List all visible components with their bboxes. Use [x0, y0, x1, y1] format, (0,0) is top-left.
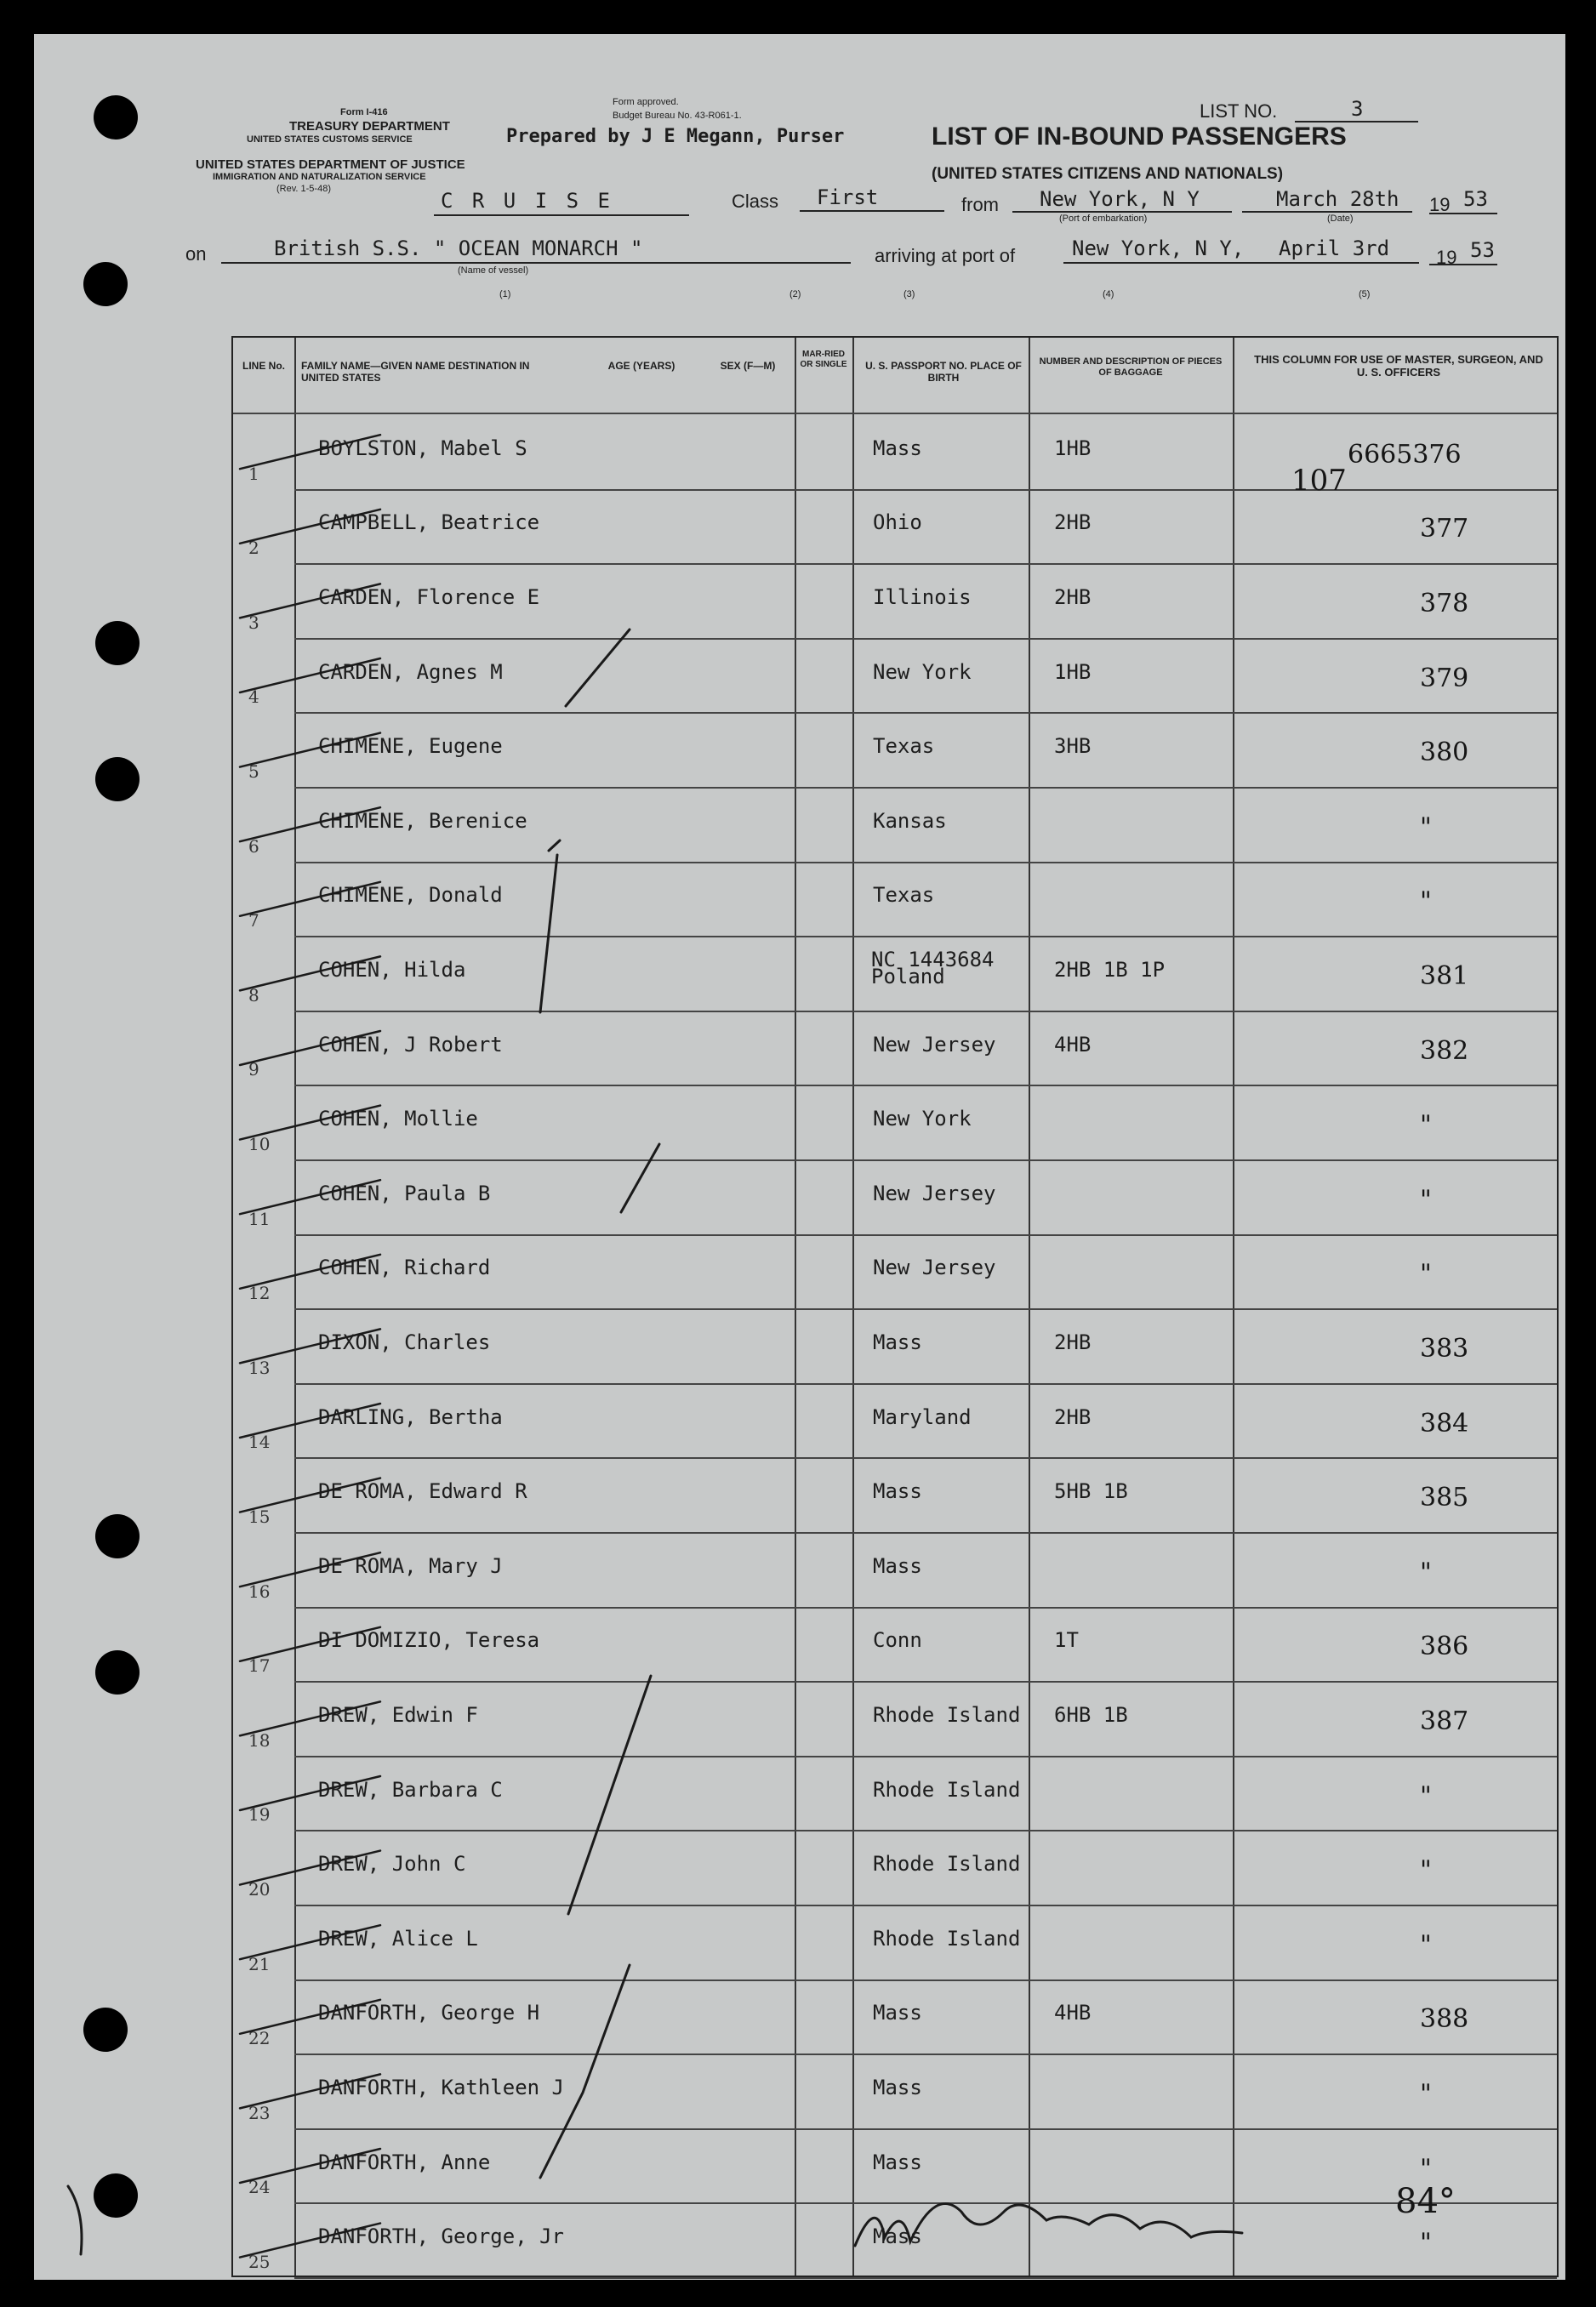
- row-check-mark: [240, 658, 380, 692]
- passenger-name: DANFORTH, Anne: [318, 2150, 491, 2174]
- line-number: 13: [248, 1357, 271, 1378]
- place-of-birth: New York: [873, 659, 972, 684]
- place-of-birth: Mass: [873, 2075, 922, 2099]
- row-check-mark: [240, 1106, 380, 1140]
- place-of-birth: Mass: [873, 436, 922, 460]
- row-check-mark: [240, 1404, 380, 1438]
- row-check-mark: [240, 1552, 380, 1586]
- arrival-year-prefix: 19: [1436, 247, 1457, 268]
- column-number-5: (5): [1359, 289, 1371, 299]
- document-subtitle: (UNITED STATES CITIZENS AND NATIONALS): [932, 165, 1284, 183]
- departure-date: March 28th: [1276, 187, 1399, 211]
- line-number: 22: [248, 2028, 271, 2049]
- passenger-name: CHIMENE, Eugene: [318, 734, 503, 759]
- header-officers: THIS COLUMN FOR USE OF MASTER, SURGEON, AND U. S. OFFICERS: [1254, 353, 1543, 379]
- header-sex: SEX (F—M): [720, 360, 776, 372]
- row-check-mark: [240, 1478, 380, 1512]
- row-check-mark: [240, 1776, 380, 1810]
- passenger-name: DREW, John C: [318, 1852, 466, 1877]
- line-number: 25: [248, 2251, 271, 2272]
- line-number: 12: [248, 1283, 271, 1304]
- baggage: 5HB 1B: [1054, 1479, 1128, 1504]
- from-value: New York, N Y: [1040, 187, 1200, 211]
- immigration-service: IMMIGRATION AND NATURALIZATION SERVICE: [213, 172, 426, 182]
- prepared-by: Prepared by J E Megann, Purser: [506, 126, 845, 147]
- passenger-name: CHIMENE, Donald: [318, 883, 503, 908]
- row-check-mark: [240, 1180, 380, 1214]
- line-number: 9: [248, 1059, 259, 1080]
- column-number-4: (4): [1103, 289, 1114, 299]
- passenger-name: CARDEN, Agnes M: [318, 659, 503, 684]
- row-check-mark: [240, 2224, 380, 2258]
- line-number: 7: [248, 910, 259, 931]
- officer-number: 377: [1420, 514, 1469, 544]
- header-baggage: NUMBER AND DESCRIPTION OF PIECES OF BAGGAGE: [1039, 356, 1223, 378]
- line-number: 5: [248, 760, 259, 782]
- place-of-birth: Texas: [873, 734, 935, 759]
- row-check-mark: [240, 2149, 380, 2183]
- passenger-name: COHEN, J Robert: [318, 1032, 503, 1057]
- line-number: 23: [248, 2102, 271, 2123]
- budget-bureau: Budget Bureau No. 43-R061-1.: [613, 111, 742, 121]
- line-number: 1: [248, 463, 259, 484]
- row-check-mark: [240, 2000, 380, 2034]
- passenger-name: CHIMENE, Berenice: [318, 808, 527, 833]
- place-of-birth: Conn: [873, 1628, 922, 1653]
- passenger-name: CAMPBELL, Beatrice: [318, 510, 540, 535]
- row-check-mark: [240, 584, 380, 618]
- line-number: 14: [248, 1432, 271, 1453]
- baggage: 4HB: [1054, 1032, 1092, 1057]
- line-number: 16: [248, 1581, 271, 1602]
- line-number: 17: [248, 1655, 271, 1677]
- line-number: 15: [248, 1506, 271, 1527]
- passenger-name: DIXON, Charles: [318, 1330, 491, 1354]
- baggage: 2HB: [1054, 584, 1092, 609]
- row-check-mark: [240, 807, 380, 841]
- passenger-name: DARLING, Bertha: [318, 1404, 503, 1429]
- officer-number: 386: [1420, 1632, 1469, 1662]
- officer-number: ": [1420, 1110, 1432, 1141]
- officer-number: 380: [1420, 738, 1469, 768]
- year-suffix: 53: [1463, 187, 1488, 211]
- row-check-mark: [240, 1701, 380, 1735]
- check-stroke: [621, 1144, 659, 1212]
- officer-number: 6665376: [1348, 439, 1462, 470]
- header-line-no: LINE No.: [242, 360, 285, 372]
- vessel-name: British S.S. " OCEAN MONARCH ": [274, 236, 643, 260]
- place-of-birth: Illinois: [873, 584, 972, 609]
- form-revision: (Rev. 1-5-48): [276, 184, 331, 194]
- passenger-name: COHEN, Mollie: [318, 1107, 478, 1131]
- vessel-caption: (Name of vessel): [458, 265, 529, 276]
- passenger-name: DE ROMA, Edward R: [318, 1479, 527, 1504]
- check-stroke: [540, 1965, 630, 2178]
- place-of-birth: Kansas: [873, 808, 947, 833]
- officer-number: ": [1420, 812, 1432, 842]
- baggage: 2HB: [1054, 1330, 1092, 1354]
- officer-number: 381: [1420, 960, 1469, 991]
- customs-service: UNITED STATES CUSTOMS SERVICE: [247, 134, 413, 145]
- column-number-1: (1): [499, 289, 511, 299]
- header-name: FAMILY NAME—GIVEN NAME DESTINATION IN UNITED STATES: [301, 360, 530, 384]
- officer-number: ": [1420, 1855, 1432, 1886]
- passenger-name: CARDEN, Florence E: [318, 584, 540, 609]
- line-number: 4: [248, 686, 259, 708]
- place-of-birth: New Jersey: [873, 1181, 996, 1205]
- officer-number: ": [1420, 2153, 1432, 2184]
- line-number: 20: [248, 1878, 271, 1900]
- row-check-mark: [240, 1851, 380, 1885]
- row-check-mark: [240, 1329, 380, 1363]
- line-number: 3: [248, 612, 259, 633]
- list-no-label: LIST NO.: [1200, 100, 1278, 122]
- on-label: on: [185, 243, 207, 265]
- place-of-birth: Rhode Island: [873, 1777, 1021, 1802]
- class-label: Class: [732, 191, 779, 212]
- department-of-justice: UNITED STATES DEPARTMENT OF JUSTICE: [196, 157, 465, 172]
- baggage: 1HB: [1054, 436, 1092, 460]
- line-number: 8: [248, 984, 259, 1005]
- margin-stroke: [68, 2186, 82, 2254]
- header-age: AGE (YEARS): [607, 360, 675, 372]
- handwritten-107: 107: [1291, 464, 1347, 498]
- pen-marks: [34, 34, 1565, 2280]
- line-number: 2: [248, 538, 259, 559]
- class-value: First: [817, 185, 879, 209]
- row-check-mark: [240, 1255, 380, 1289]
- baggage: 3HB: [1054, 734, 1092, 759]
- arrival-port: New York, N Y,: [1072, 236, 1245, 260]
- row-check-mark: [240, 1031, 380, 1065]
- officer-number: ": [1420, 2228, 1432, 2259]
- passenger-name: DANFORTH, George, Jr: [318, 2224, 564, 2249]
- place-of-birth: Ohio: [873, 510, 922, 535]
- place-of-birth: New Jersey: [873, 1032, 996, 1057]
- officer-number: ": [1420, 1557, 1432, 1587]
- row-check-mark: [240, 1627, 380, 1661]
- place-of-birth: Maryland: [873, 1404, 972, 1429]
- officer-number: 382: [1420, 1035, 1469, 1066]
- list-no-value: 3: [1351, 97, 1364, 121]
- column-number-2: (2): [789, 289, 801, 299]
- officer-number: ": [1420, 1929, 1432, 1960]
- document-title: LIST OF IN-BOUND PASSENGERS: [932, 122, 1347, 151]
- row-check-mark: [240, 435, 380, 469]
- passenger-name: COHEN, Hilda: [318, 957, 466, 982]
- officer-number: ": [1420, 2078, 1432, 2109]
- arrival-year-suffix: 53: [1470, 238, 1495, 262]
- year-prefix: 19: [1429, 194, 1451, 215]
- passenger-name: COHEN, Richard: [318, 1256, 491, 1280]
- date-caption: (Date): [1327, 214, 1354, 224]
- line-number: 10: [248, 1133, 271, 1154]
- signature-stroke: [855, 2204, 1242, 2249]
- passenger-name: DREW, Edwin F: [318, 1702, 478, 1727]
- check-stroke: [540, 855, 557, 1012]
- arrival-date: April 3rd: [1279, 236, 1390, 260]
- place-of-birth: Mass: [873, 2001, 922, 2025]
- officer-number: 379: [1420, 663, 1469, 693]
- baggage: 1HB: [1054, 659, 1092, 684]
- passenger-name: BOYLSTON, Mabel S: [318, 436, 527, 460]
- place-of-birth: Mass: [873, 2150, 922, 2174]
- baggage: 6HB 1B: [1054, 1702, 1128, 1727]
- officer-number: ": [1420, 1184, 1432, 1215]
- column-number-3: (3): [903, 289, 915, 299]
- place-of-birth: Rhode Island: [873, 1702, 1021, 1727]
- arriving-label: arriving at port of: [875, 245, 1016, 266]
- officer-number: ": [1420, 886, 1432, 917]
- check-stroke: [566, 629, 630, 706]
- row-check-mark: [240, 1925, 380, 1959]
- officer-number: 383: [1420, 1333, 1469, 1364]
- place-of-birth: Rhode Island: [873, 1852, 1021, 1877]
- form-approved: Form approved.: [613, 97, 679, 107]
- row-check-mark: [240, 882, 380, 916]
- baggage: 2HB 1B 1P: [1054, 957, 1166, 982]
- treasury-department: TREASURY DEPARTMENT: [289, 119, 450, 134]
- passenger-name: DE ROMA, Mary J: [318, 1553, 503, 1578]
- from-label: from: [961, 194, 999, 215]
- place-of-birth: Texas: [873, 883, 935, 908]
- line-number: 19: [248, 1804, 271, 1826]
- baggage: 4HB: [1054, 2001, 1092, 2025]
- passenger-name: DANFORTH, Kathleen J: [318, 2075, 564, 2099]
- baggage: 2HB: [1054, 1404, 1092, 1429]
- passenger-name: DREW, Barbara C: [318, 1777, 503, 1802]
- place-of-birth: Mass: [873, 1330, 922, 1354]
- officer-number: 378: [1420, 588, 1469, 618]
- officer-number: ": [1420, 1780, 1432, 1811]
- check-stroke: [549, 840, 560, 851]
- place-of-birth: NC 1443684 Poland: [871, 947, 995, 988]
- line-number: 18: [248, 1729, 271, 1751]
- place-of-birth: Mass: [873, 2224, 922, 2249]
- header-married: MAR-RIED OR SINGLE: [800, 350, 847, 369]
- officer-number: 388: [1420, 2004, 1469, 2035]
- line-number: 24: [248, 2177, 271, 2198]
- passenger-name: DREW, Alice L: [318, 1926, 478, 1951]
- check-stroke: [568, 1676, 651, 1914]
- passenger-name: DI DOMIZIO, Teresa: [318, 1628, 540, 1653]
- handwritten-bottom-mark: 84°: [1395, 2182, 1456, 2221]
- place-of-birth: New Jersey: [873, 1256, 996, 1280]
- row-check-mark: [240, 510, 380, 544]
- line-number: 11: [248, 1208, 271, 1229]
- line-number: 6: [248, 835, 259, 857]
- place-of-birth: Mass: [873, 1553, 922, 1578]
- baggage: 2HB: [1054, 510, 1092, 535]
- officer-number: 385: [1420, 1483, 1469, 1513]
- place-of-birth: New York: [873, 1107, 972, 1131]
- place-of-birth: Rhode Island: [873, 1926, 1021, 1951]
- officer-number: ": [1420, 1259, 1432, 1290]
- place-of-birth: Mass: [873, 1479, 922, 1504]
- form-number: Form I-416: [340, 107, 388, 117]
- officer-number: 384: [1420, 1408, 1469, 1438]
- baggage: 1T: [1054, 1628, 1079, 1653]
- officer-number: 387: [1420, 1706, 1469, 1736]
- line-number: 21: [248, 1953, 271, 1974]
- port-embarkation-caption: (Port of embarkation): [1059, 214, 1148, 224]
- row-check-mark: [240, 956, 380, 990]
- cruise-label: C R U I S E: [441, 189, 613, 213]
- row-check-mark: [240, 733, 380, 767]
- passenger-name: DANFORTH, George H: [318, 2001, 540, 2025]
- passenger-name: COHEN, Paula B: [318, 1181, 491, 1205]
- header-passport: U. S. PASSPORT NO. PLACE OF BIRTH: [865, 360, 1022, 384]
- document-page: [34, 34, 1565, 2280]
- row-check-mark: [240, 2074, 380, 2108]
